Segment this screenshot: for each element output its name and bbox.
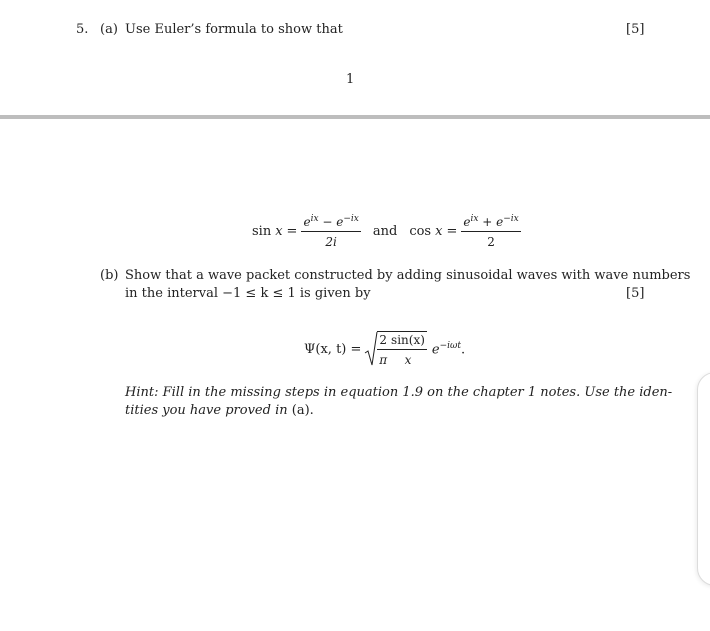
- cos-fraction: [461, 214, 520, 249]
- sin-denominator: 2i: [325, 235, 337, 249]
- page-separator: [0, 115, 710, 119]
- part-b-line1: Show that a wave packet constructed by adding sinusoidal waves with wave numbers: [125, 268, 691, 283]
- sinc-fraction: [389, 333, 427, 367]
- sqrt-expression: [364, 331, 427, 367]
- sinc-denominator: x: [404, 353, 412, 367]
- and-word: and: [372, 224, 398, 239]
- hint-line1: Hint: Fill in the missing steps in equation 1.9 on the chapter 1 notes. Use the iden-: [125, 385, 673, 400]
- sin-num-e1: e: [303, 215, 311, 229]
- cos-num-exp2: −ix: [503, 214, 519, 224]
- sin-equals: =: [286, 224, 298, 239]
- part-a-label: (a): [100, 22, 118, 37]
- sin-label: sin: [252, 224, 272, 239]
- exp-base: e: [431, 342, 440, 358]
- cos-num-e2: e: [496, 215, 504, 229]
- cos-num-e1: e: [463, 215, 471, 229]
- side-panel-edge[interactable]: [697, 372, 710, 586]
- cos-denominator: 2: [487, 235, 495, 249]
- wave-packet-formula: [304, 331, 465, 367]
- sqrt-numerator: 2: [379, 333, 388, 347]
- hint-line2: [125, 403, 314, 418]
- part-b-line2: in the interval −1 ≤ k ≤ 1 is given by: [125, 286, 371, 301]
- psi-lhs: Ψ(x, t) =: [304, 341, 362, 357]
- sqrt-fraction: [377, 333, 389, 367]
- part-b-marks: [5]: [626, 286, 645, 301]
- sin-fraction: [301, 214, 360, 249]
- cos-num-exp1: ix: [470, 214, 479, 224]
- hint-line2-ref: (a).: [291, 403, 314, 418]
- cos-label: cos: [409, 224, 432, 239]
- sqrt-radical-icon: [364, 331, 378, 367]
- cos-variable: x: [435, 224, 443, 239]
- page-number: 1: [346, 72, 355, 87]
- cos-num-plus: +: [482, 215, 493, 229]
- formula-period: .: [460, 342, 466, 358]
- part-b-label: (b): [100, 268, 119, 283]
- part-a-marks: [5]: [626, 22, 645, 37]
- sin-num-exp2: −ix: [343, 214, 359, 224]
- question-number: 5.: [76, 22, 89, 37]
- cos-equals: =: [446, 224, 458, 239]
- part-a-text: Use Euler’s formula to show that: [125, 22, 343, 37]
- sqrt-denominator: π: [379, 353, 388, 367]
- sin-num-exp1: ix: [310, 214, 319, 224]
- euler-identities-formula: [252, 214, 521, 249]
- sinc-numerator: sin(x): [391, 333, 425, 347]
- sin-num-minus: −: [322, 215, 333, 229]
- sin-variable: x: [275, 224, 283, 239]
- exp-power: −iωt: [439, 340, 461, 351]
- sin-num-e2: e: [336, 215, 344, 229]
- hint-line2-italic: tities you have proved in: [125, 403, 288, 418]
